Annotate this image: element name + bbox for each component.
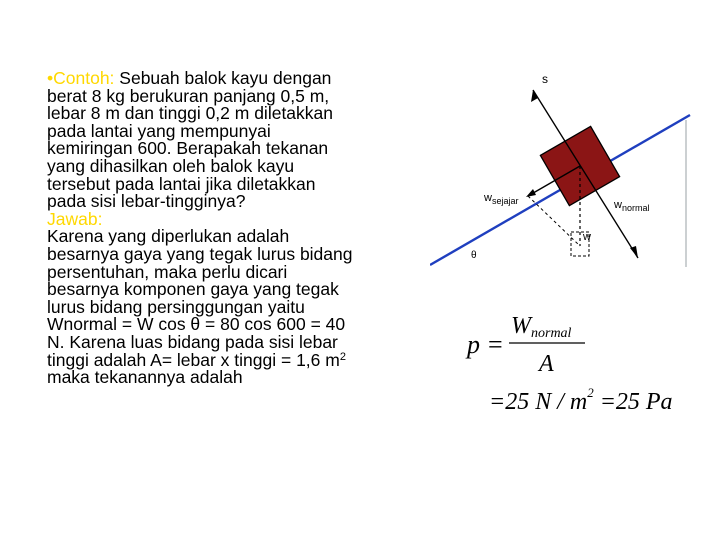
example-first-line <box>47 70 407 88</box>
formula-result-main: =25 N / m <box>489 389 588 415</box>
formula-result-tail: =25 Pa <box>593 389 673 415</box>
label-w-normal <box>613 199 649 213</box>
label-w-normal-sub: normal <box>621 203 650 213</box>
label-w-sejajar-main: w <box>484 192 492 204</box>
formula-numerator-main: W <box>511 313 531 339</box>
label-w-sejajar-sub: sejajar <box>491 196 519 206</box>
question-line: pada sisi lebar-tingginya? <box>47 191 246 212</box>
answer-label: Jawab: <box>47 208 103 229</box>
question-line: tersebut pada lantai jika diletakkan <box>47 173 316 194</box>
area-exponent: 2 <box>339 350 346 363</box>
answer-line: lurus bidang persinggungan yaitu <box>47 296 305 317</box>
formula-result <box>489 385 673 415</box>
answer-line: persentuhan, maka perlu dicari <box>47 261 288 282</box>
label-s: s <box>542 72 548 86</box>
answer-line: N. Karena luas bidang pada sisi lebar <box>47 331 338 352</box>
area-line-text: tinggi adalah A= lebar x tinggi = 1,6 m <box>47 349 340 370</box>
question-line: pada lantai yang mempunyai <box>47 120 271 141</box>
label-w-normal-main: w <box>614 199 622 211</box>
question-line: kemiringan 600. Berapakah tekanan <box>47 138 329 159</box>
arrow-head-w-normal <box>630 246 638 258</box>
label-w-sejajar <box>483 192 518 206</box>
question-line: Sebuah balok kayu dengan <box>114 68 332 88</box>
example-label: •Contoh: <box>47 68 115 88</box>
formula-denominator: A <box>539 351 554 377</box>
label-w: w <box>583 231 591 243</box>
question-line: berat 8 kg berukuran panjang 0,5 m, <box>47 85 330 106</box>
question-line: lebar 8 m dan tinggi 0,2 m diletakkan <box>47 103 333 124</box>
label-theta: θ <box>471 250 477 261</box>
answer-line: besarnya gaya yang tegak lurus bidang <box>47 243 353 264</box>
answer-line: besarnya komponen gaya yang tegak <box>47 279 339 300</box>
arrow-head-w-sejajar <box>526 189 536 197</box>
formula-p: p <box>467 330 480 359</box>
formula-numerator-sub: normal <box>531 326 572 341</box>
text-block <box>47 70 407 387</box>
incline-diagram <box>430 60 720 270</box>
formula-numerator <box>511 313 572 341</box>
formula-equals: = <box>488 330 503 359</box>
question-line: yang dihasilkan oleh balok kayu <box>47 155 295 176</box>
answer-final-line: maka tekanannya adalah <box>47 367 243 388</box>
pressure-formula <box>455 305 715 425</box>
answer-line: Karena yang diperlukan adalah <box>47 226 290 247</box>
formula-result-exp: 2 <box>587 385 594 400</box>
answer-line: Wnormal = W cos θ = 80 cos 600 = 40 <box>47 314 346 335</box>
